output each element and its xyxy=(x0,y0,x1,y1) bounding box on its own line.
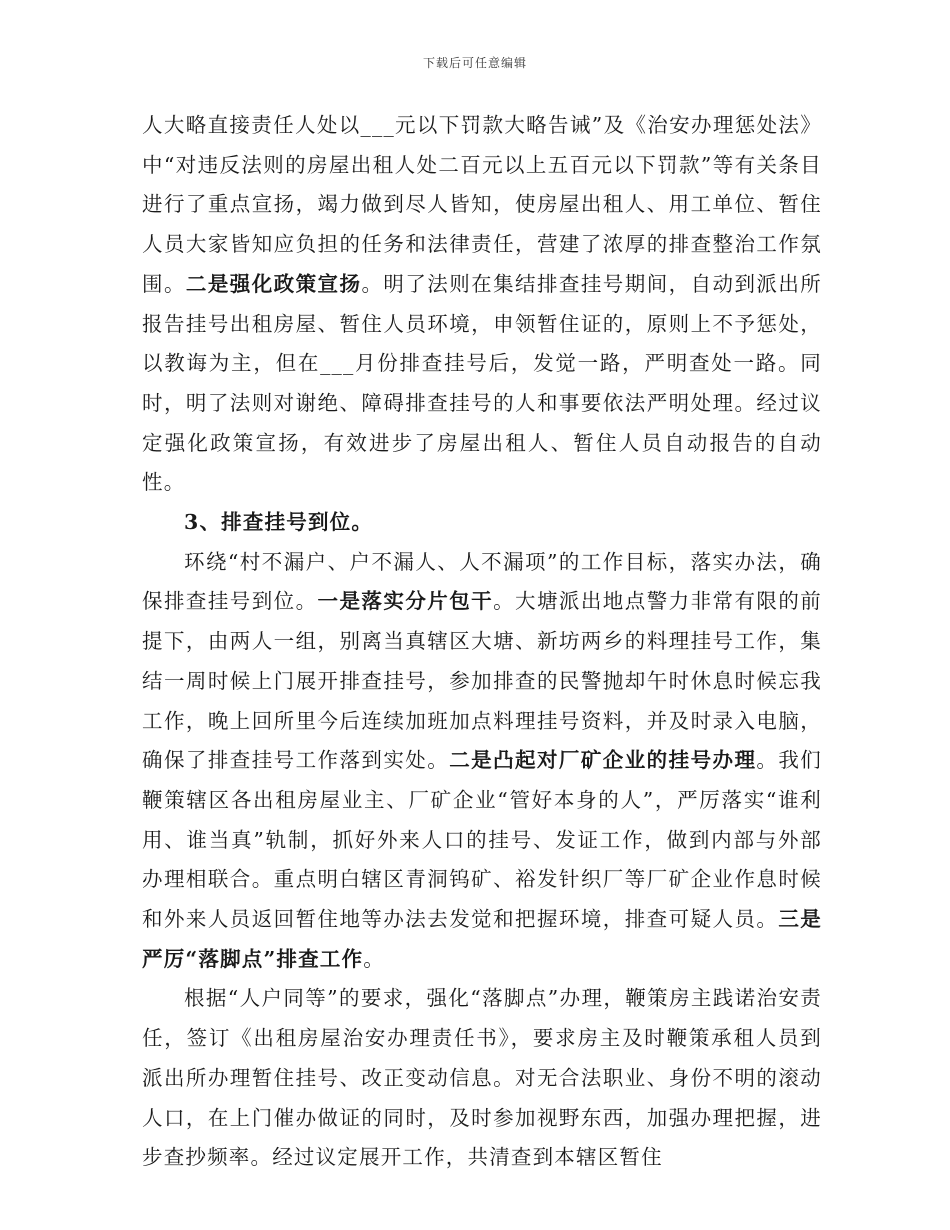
paragraph-text: 。明了法则在集结排查挂号期间，自动到派出所报告挂号出租房屋、暂住人员环境，申领暂住证的，原则上不予惩处，以教诲为主，但在___月份排查挂号后，发觉一路，严明查处一路。同时，明了法则对谢绝、障碍排查挂号的人和事要依法严明处理。经过议定强化政策宣扬，有效进步了房屋出租人、暂住人员自动报告的自动性。 xyxy=(142,271,822,495)
document-body xyxy=(142,106,822,1178)
bold-phrase: 二是凸起对厂矿企业的挂号办理 xyxy=(449,748,757,773)
paragraph-policy-publicity xyxy=(142,106,822,503)
paragraph-text: 人大略直接责任人处以___元以下罚款大略告诫”及《治安办理惩处法》中“对违反法则的房屋出租人处二百元以上五百元以下罚款”等有关条目进行了重点宣扬，竭力做到尽人皆知，使房屋出租人、用工单位、暂住人员大家皆知应负担的任务和法律责任，营建了浓厚的排查整治工作氛围。 xyxy=(142,113,822,296)
section-heading: 3、排查挂号到位。 xyxy=(184,510,374,535)
paragraph-text: 。 xyxy=(363,946,385,971)
paragraph-text: 。我们鞭策辖区各出租房屋业主、厂矿企业“管好本身的人”，严厉落实“谁利用、谁当真”轨制，抓好外来人口的挂号、发证工作，做到内部与外部办理相联合。重点明白辖区青洞钨矿、裕发针织厂等厂矿企业作息时候和外来人员返回暂住地等办法去发觉和把握环境，排查可疑人员。 xyxy=(142,748,822,932)
bold-phrase: 三是严厉“落脚点”排查工作 xyxy=(142,907,822,971)
bold-phrase: 二是强化政策宣扬 xyxy=(185,271,362,296)
paragraph-settlement-point xyxy=(142,979,822,1178)
paragraph-text: 环绕“村不漏户、户不漏人、人不漏项”的工作目标，落实办法，确保排查挂号到位。 xyxy=(142,549,822,614)
paragraph-text: 根据“人户同等”的要求，强化“落脚点”办理，鞭策房主践诺治安责任，签订《出租房屋治安办理责任书》，要求房主及时鞭策承租人员到派出所办理暂住挂号、改正变动信息。对无合法职业、身份不明的滚动人口，在上门催办做证的同时，及时参加视野东西，加强办理把握，进步查抄频率。经过议定展开工作，共清查到本辖区暂住 xyxy=(142,986,822,1170)
bold-phrase: 一是落实分片包干 xyxy=(317,589,494,614)
page-header: 下载后可任意编辑 xyxy=(422,56,527,70)
paragraph-text: 。大塘派出地点警力非常有限的前提下，由两人一组，别离当真辖区大塘、新坊两乡的料理挂号工作，集结一周时候上门展开排查挂号，参加排查的民警抛却午时休息时候忘我工作，晚上回所里今后连续加班加点料理挂号资料，并及时录入电脑，确保了排查挂号工作落到实处。 xyxy=(142,589,822,773)
paragraph-registration xyxy=(142,543,822,980)
